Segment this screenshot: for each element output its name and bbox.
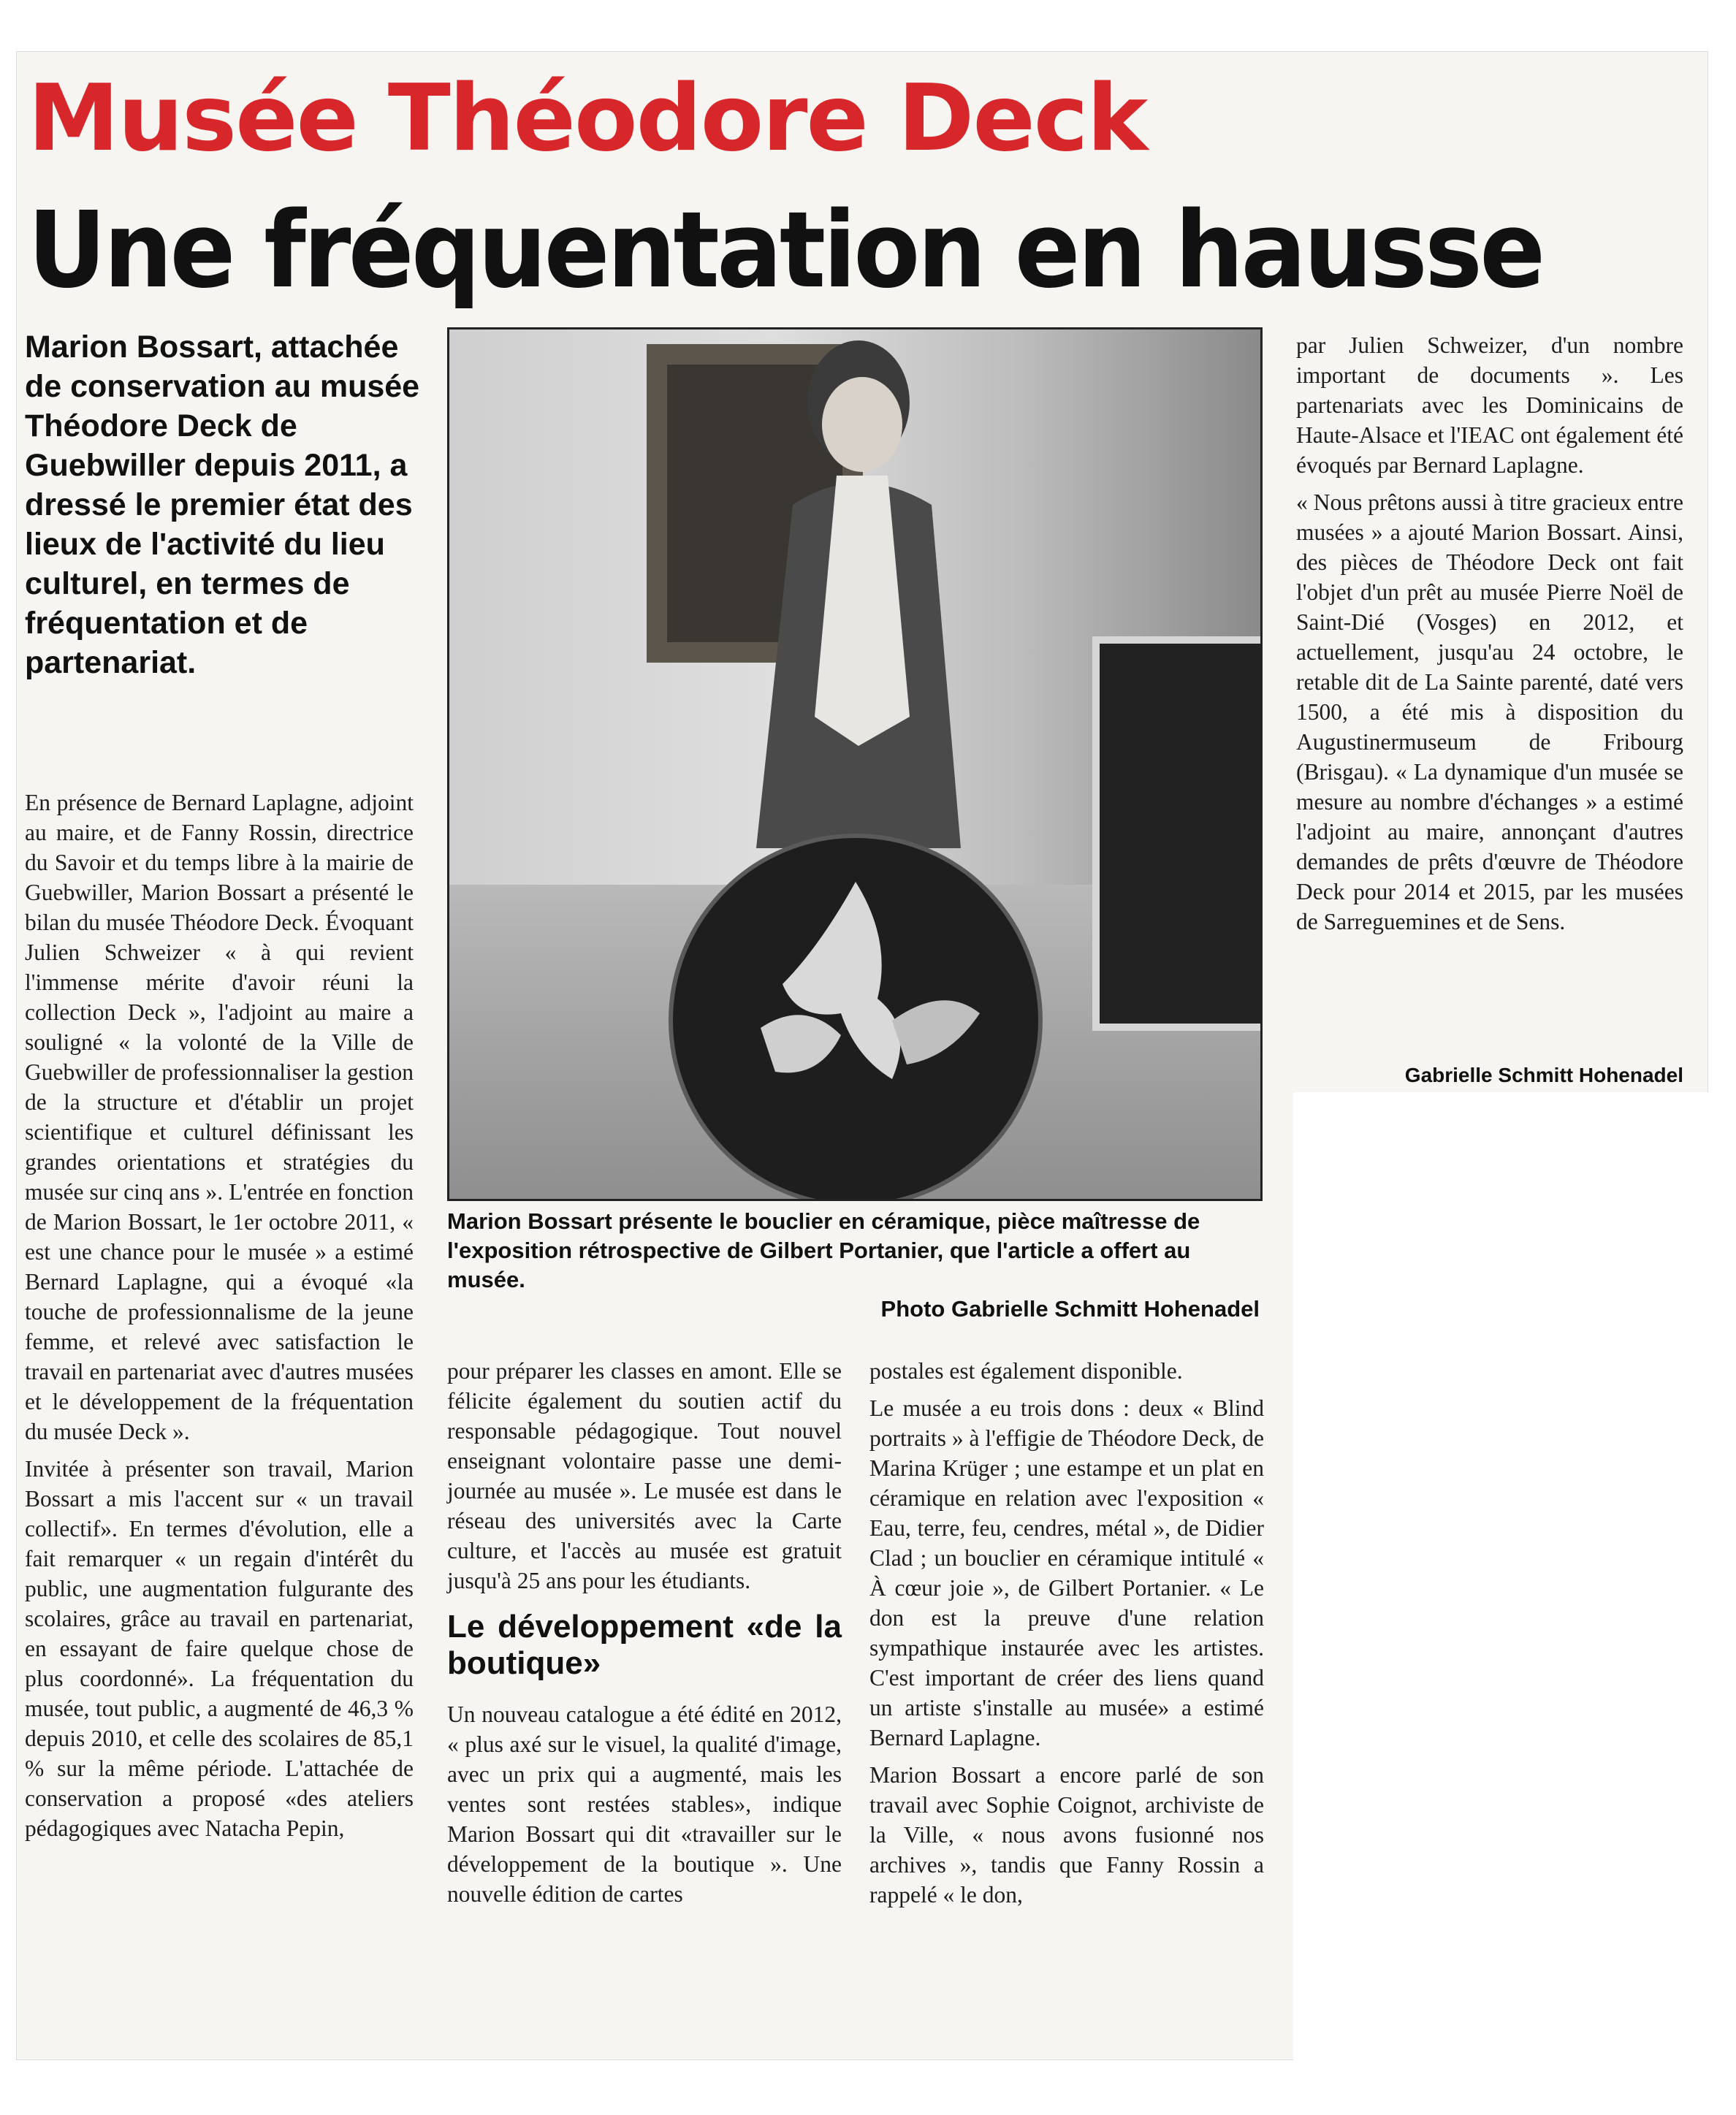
column-4-paragraph-1: par Julien Schweizer, d'un nombre important de documents ». Les partenariats avec les Dominicains de Haute-Alsace et l'IEAC ont également été évoqués par Bernard Laplagne. xyxy=(1296,332,1683,478)
article-photo xyxy=(447,327,1263,1201)
column-4-paragraph-2: « Nous prêtons aussi à titre gracieux entre musées » a ajouté Marion Bossart. Ainsi, des pièces de Théodore Deck ont fait l'objet d'un prêt au musée Pierre Noël de Saint-Dié (Vosges) en 2012, et actuellement, jusqu'au 24 octobre, le retable dit de La Sainte parenté, daté vers 1500, a été mis à disposition du Augustinermuseum de Fribourg (Brisgau). « La dynamique d'un musée se mesure au nombre d'échanges » a estimé l'adjoint au maire, annonçant d'autres demandes de prêts d'œuvre de Théodore Deck pour 2014 et 2015, par les musées de Sarreguemines et de Sens. xyxy=(1296,489,1683,934)
column-1-paragraph-1: En présence de Bernard Laplagne, adjoint au maire, et de Fanny Rossin, directrice du Savoir et du temps libre à la mairie de Guebwiller, Marion Bossart a présenté le bilan du musée Théodore Deck. Évoquant Julien Schweizer « à qui revient l'immense mérite d'avoir réuni la collection Deck », l'adjoint au maire a souligné « la volonté de la Ville de Guebwiller de professionnaliser la gestion de la structure et d'établir un projet scientifique et culturel définissant les grandes orientations et stratégies du musée sur cinq ans ». L'entrée en fonction de Marion Bossart, le 1er octobre 2011, « est une chance pour le musée » a estimé Bernard Laplagne, qui a évoqué «la touche de professionnalisme de la jeune femme, et relevé avec satisfaction le travail en partenariat avec d'autres musées et le développement de la fréquentation du musée Deck ». xyxy=(25,790,414,1444)
column-2-paragraph-2: Un nouveau catalogue a été édité en 2012, « plus axé sur le visuel, la qualité d'image, avec un prix qui a augmenté, mais les ventes sont restées stables», indique Marion Bossart qui dit «travailler sur le développement de la boutique ». Une nouvelle édition de cartes xyxy=(447,1701,842,1907)
photo-woman-figure xyxy=(727,337,990,892)
article-intro: Marion Bossart, attachée de conservation au musée Théodore Deck de Guebwiller depuis 2011, a dressé le premier état des lieux de l'activité du lieu culturel, en termes de fréquentation et de partenariat. xyxy=(25,329,420,680)
column-1 xyxy=(25,788,414,1851)
photo-ceramic-shield xyxy=(669,834,1043,1201)
article-kicker: Musée Théodore Deck xyxy=(28,64,1147,172)
photo-display-case xyxy=(1092,636,1263,1031)
article-headline: Une fréquentation en hausse xyxy=(28,188,1543,311)
clipping-cut-margin xyxy=(1293,1092,1736,2115)
column-4 xyxy=(1296,330,1683,944)
column-3-paragraph-2: Le musée a eu trois dons : deux « Blind portraits » à l'effigie de Théodore Deck, de Marina Krüger ; une estampe et un plat en céramique en relation avec l'exposition « Eau, terre, feu, cendres, métal », de Didier Clad ; un bouclier en céramique intitulé « À cœur joie », de Gilbert Portanier. « Le don est la preuve d'une relation sympathique instaurée avec les artistes. C'est important de créer des liens quand un artiste s'installe au musée» a estimé Bernard Laplagne. xyxy=(869,1395,1264,1750)
column-2 xyxy=(447,1356,842,1916)
bleed-through-ghost-text xyxy=(1388,29,1427,188)
column-3 xyxy=(869,1356,1264,1917)
column-1-paragraph-2: Invitée à présenter son travail, Marion Bossart a mis l'accent sur « un travail collectif». En termes d'évolution, elle a fait remarquer « un regain d'intérêt du public, une augmentation fulgurante des scolaires, grâce au travail en partenariat, en essayant de faire quelque chose de plus coordonné». La fréquentation du musée, tout public, a augmenté de 46,3 % depuis 2010, et celle des scolaires de 85,1 % sur la même période. L'attachée de conservation a proposé «des ateliers pédagogiques avec Natacha Pepin, xyxy=(25,1456,414,1841)
column-3-paragraph-1: postales est également disponible. xyxy=(869,1358,1183,1384)
section-subhead: Le développement «de la boutique» xyxy=(447,1609,842,1681)
photo-caption xyxy=(447,1207,1260,1324)
column-2-paragraph-1: pour préparer les classes en amont. Elle se félicite également du soutien actif du responsable pédagogique. Tout nouvel enseignant volontaire passe une demi-journée au musée ». Le musée est dans le réseau des universités avec la Carte culture, et l'accès au musée est gratuit jusqu'à 25 ans pour les étudiants. xyxy=(447,1358,842,1593)
photo-credit: Photo Gabrielle Schmitt Hohenadel xyxy=(880,1296,1260,1322)
author-byline: Gabrielle Schmitt Hohenadel xyxy=(1404,1064,1683,1086)
caption-text: Marion Bossart présente le bouclier en céramique, pièce maîtresse de l'exposition rétrospective de Gilbert Portanier, que l'article a offert au musée. xyxy=(447,1208,1200,1292)
column-3-paragraph-3: Marion Bossart a encore parlé de son travail avec Sophie Coignot, archiviste de la Ville, « nous avons fusionné nos archives », tandis que Fanny Rossin a rappelé « le don, xyxy=(869,1762,1264,1908)
